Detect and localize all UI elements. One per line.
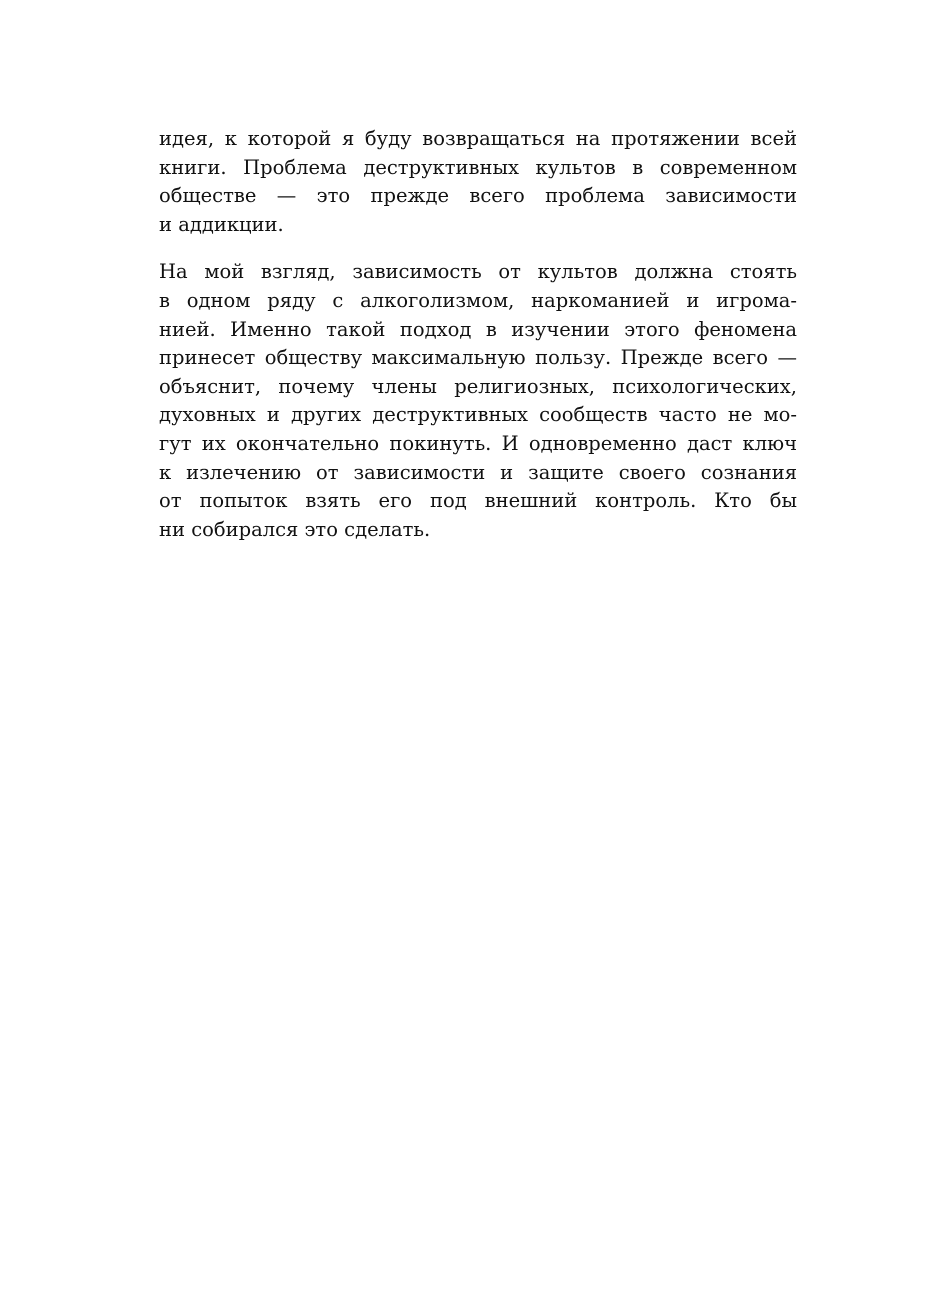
text-line: ни собирался это сделать. — [159, 517, 431, 541]
text-line: идея, к которой я буду возвращаться на протяжении всей — [159, 127, 797, 150]
text-line: духовных и других деструктивных сообществ часто не мо- — [159, 403, 797, 427]
text-line: нией. Именно такой подход в изучении этого феномена — [159, 317, 797, 341]
text-line: книги. Проблема деструктивных культов в современном — [159, 155, 797, 179]
paragraph-1 — [159, 125, 797, 239]
text-line: объяснит, почему члены религиозных, психологических, — [159, 374, 797, 398]
text-line: в одном ряду с алкоголизмом, наркоманией и игрома- — [159, 288, 797, 312]
paragraph-2 — [159, 258, 797, 544]
text-line: от попыток взять его под внешний контроль. Кто бы — [159, 489, 797, 513]
text-line: На мой взгляд, зависимость от культов должна стоять — [159, 260, 797, 284]
text-line: гут их окончательно покинуть. И одновременно даст ключ — [159, 431, 797, 455]
text-line: к излечению от зависимости и защите своего сознания — [159, 460, 797, 484]
text-line: принесет обществу максимальную пользу. Прежде всего — — [159, 346, 797, 370]
text-line: и аддикции. — [159, 212, 284, 236]
body-text — [159, 125, 797, 544]
text-line: обществе — это прежде всего проблема зависимости — [159, 184, 797, 208]
